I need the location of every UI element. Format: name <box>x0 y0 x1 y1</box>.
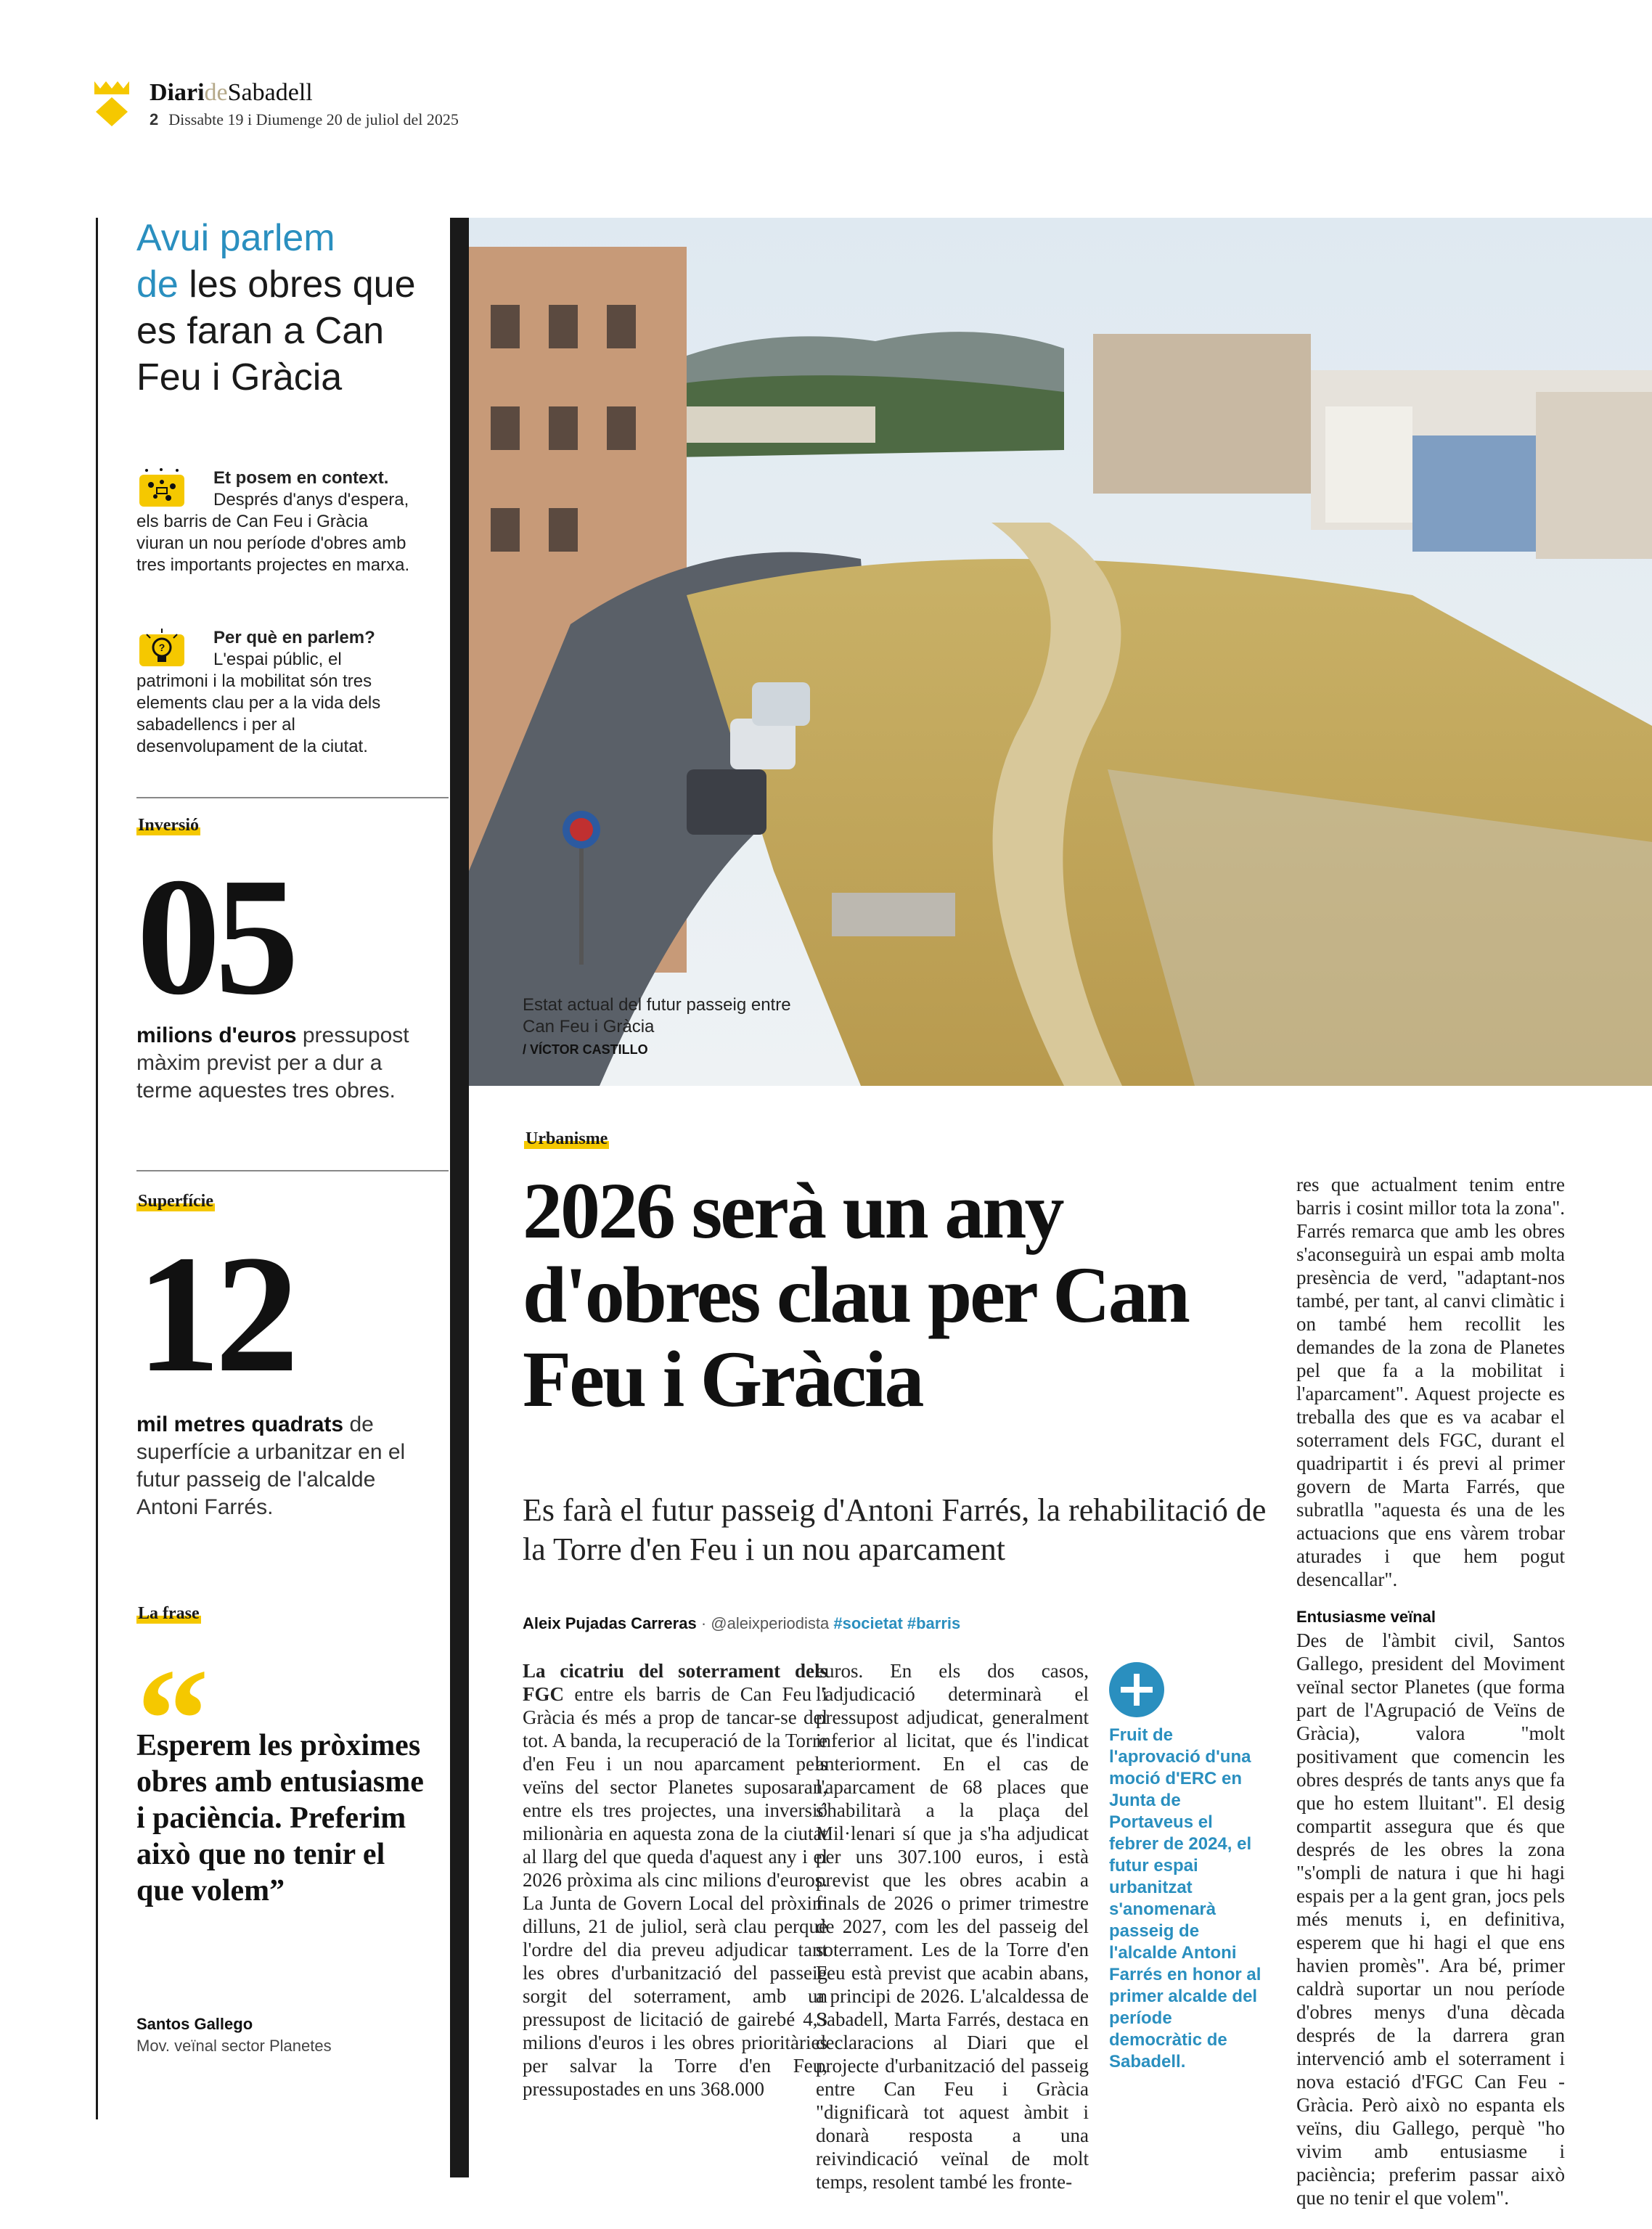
article-photo <box>469 218 1652 1086</box>
svg-text:?: ? <box>158 642 165 653</box>
stat-tag-investment: Inversió <box>138 816 199 835</box>
plus-icon <box>1109 1662 1164 1717</box>
diari-logo-icon <box>90 78 134 129</box>
photo-caption: Estat actual del futur passeig entre Can Feu i Gràcia / VÍCTOR CASTILLO <box>523 995 791 1057</box>
divider <box>136 797 449 798</box>
page-number: 2 <box>150 110 159 128</box>
headline: 2026 serà un any d'obres clau per Can Feu i Gràcia <box>523 1166 1188 1423</box>
masthead: DiarideSabadell <box>150 79 313 106</box>
subhead: Entusiasme veïnal <box>1296 1608 1436 1626</box>
stat-number-investment: 05 <box>136 843 293 1030</box>
stat-number-surface: 12 <box>136 1221 293 1407</box>
topic-intro: Avui parlem de les obres que es faran a Can Feu i Gràcia <box>136 217 416 398</box>
sidebox-note: Fruit de l'aprovació d'una moció d'ERC en Junta de Portaveus el febrer de 2024, el futur espai urbanitzat s'anomenarà passeig de l'alcalde Antoni Farrés en honor al primer alcalde del període democràtic de Sabadell. <box>1109 1725 1262 2071</box>
lightbulb-question-icon <box>136 627 187 671</box>
body-column-1: La cicatriu del soterrament dels FGC entre els barris de Can Feu i Gràcia és més a prop de tancar-se del tot. A banda, la recuperació de la Torre d'en Feu i un nou aparcament pels veïns del sector Planetes suposaran, entre els tres projectes, una inversió milionària en aquesta zona de la ciutat al llarg del que queda d'aquest any i el 2026 pròxima als cinc milions d'euros. La Junta de Govern Local del pròxim dilluns, 21 de juliol, serà clau perquè l'ordre del dia preveu adjudicar tant les obres d'urbanització del passeig sorgit del soterrament, amb un pressupost de licitació de gairebé 4,3 milions d'euros i les obres prioritàries per salvar la Torre d'en Feu, pressupostades en uns 368.000 <box>523 1660 827 2100</box>
context-box: Et posem en context. Després d'anys d'espera, els barris de Can Feu i Gràcia viuran un nou període d'obres amb tres importants projectes en marxa. <box>136 468 410 575</box>
puzzle-context-icon <box>136 467 187 511</box>
author-name: Aleix Pujadas Carreras <box>523 1614 697 1632</box>
stat-description-investment: milions d'euros pressupost màxim previst per a dur a terme aquestes tres obres. <box>136 1023 409 1103</box>
body-column-3: res que actualment tenim entre barris i cosint millor tota la zona". Farrés remarca que amb les obres s'aconseguirà un espai amb molta presència de verd, "adaptant-nos també, per tant, al canvi climàtic i on també hem recollit les demandes de la zona de Planetes pel que fa a la mobilitat i l'aparcament". Aquest projecte es treballa des que es va acabar el soterrament dels FGC, durant el quadripartit i és previ al primer govern de Marta Farrés, que subratlla "aquesta és una de les actuacions que ens vàrem trobar aturades i que hem pogut desencallar". Entusiasme veïnal Des de l'àmbit civil, Santos Gallego, president del Moviment veïnal sector Planetes (que forma part de l'Agrupació de Veïns de Gràcia), valora "molt positivament que comencin les obres després de tants anys que fa que ho estem lluitant". El desig compartit assegura que és que després de les obres la zona "s'ompli de natura i que hi hagi espais per a la gent gran, jocs pels més menuts i, en definitiva, esperem que hi hagi el que ens havien promès". Ara bé, primer caldrà suportar un nou període d'obres menys d'una dècada després de la darrera gran intervenció amb el soterrament i nova estació d'FGC Can Feu - Gràcia. Però això no espanta els veïns, diu Gallego, perquè "ho vivim amb entusiasme i paciència; preferim passar això que no tenir el que volem". <box>1296 1174 1565 2209</box>
page-date-line <box>150 110 459 129</box>
quote-author: Santos Gallego <box>136 2015 253 2033</box>
quote-mark-icon: “ <box>136 1640 209 1800</box>
body-column-2: euros. En els dos casos, l'adjudicació determinarà el pressupost adjudicat, generalment inferior al licitat, que és l'indicat anteriorment. En el cas de l'aparcament de 68 places que s'habilitarà a la plaça del Mil·lenari sí que ja s'ha adjudicat per uns 307.100 euros, i està previst que les obres acabin a finals de 2026 o primer trimestre de 2027, com les del passeig del soterrament. Les de la Torre d'en Feu està previst que acabin abans, a principi de 2026. L'alcaldessa de Sabadell, Marta Farrés, destaca en declaracions al Diari que el projecte d'urbanització del passeig entre Can Feu i Gràcia "dignificarà tot aquest àmbit i donarà resposta a una reivindicació veïnal de molt temps, resolent també les fronte- <box>816 1660 1089 2193</box>
photo-side-bar <box>450 218 469 2177</box>
divider <box>136 1170 449 1171</box>
quote-author-role: Mov. veïnal sector Planetes <box>136 2037 332 2055</box>
quote-tag: La frase <box>138 1604 200 1623</box>
standfirst: Es farà el futur passeig d'Antoni Farrés, la rehabilitació de la Torre d'en Feu i un nou aparcament <box>523 1492 1267 1567</box>
pull-quote: Esperem les pròximes obres amb entusiasme i paciència. Preferim això que no tenir el que volem” <box>136 1729 424 1907</box>
stat-tag-surface: Superfície <box>138 1192 213 1211</box>
section-label: Urbanisme <box>526 1129 608 1148</box>
left-rule <box>96 218 98 2119</box>
why-box: ? Per què en parlem? L'espai públic, el patrimoni i la mobilitat són tres elements clau per a la vida dels sabadellencs i per al desenvolupament de la ciutat. <box>136 628 381 756</box>
hashtags: #societat #barris <box>833 1614 961 1632</box>
issue-date: Dissabte 19 i Diumenge 20 de juliol del 2025 <box>168 110 459 128</box>
stat-description-surface: mil metres quadrats de superfície a urbanitzar en el futur passeig de l'alcalde Antoni Farrés. <box>136 1412 406 1519</box>
photo-credit: / VÍCTOR CASTILLO <box>523 1042 648 1057</box>
byline: Aleix Pujadas Carreras · @aleixperiodista #societat #barris <box>523 1614 961 1632</box>
author-handle: @aleixperiodista <box>711 1614 830 1632</box>
